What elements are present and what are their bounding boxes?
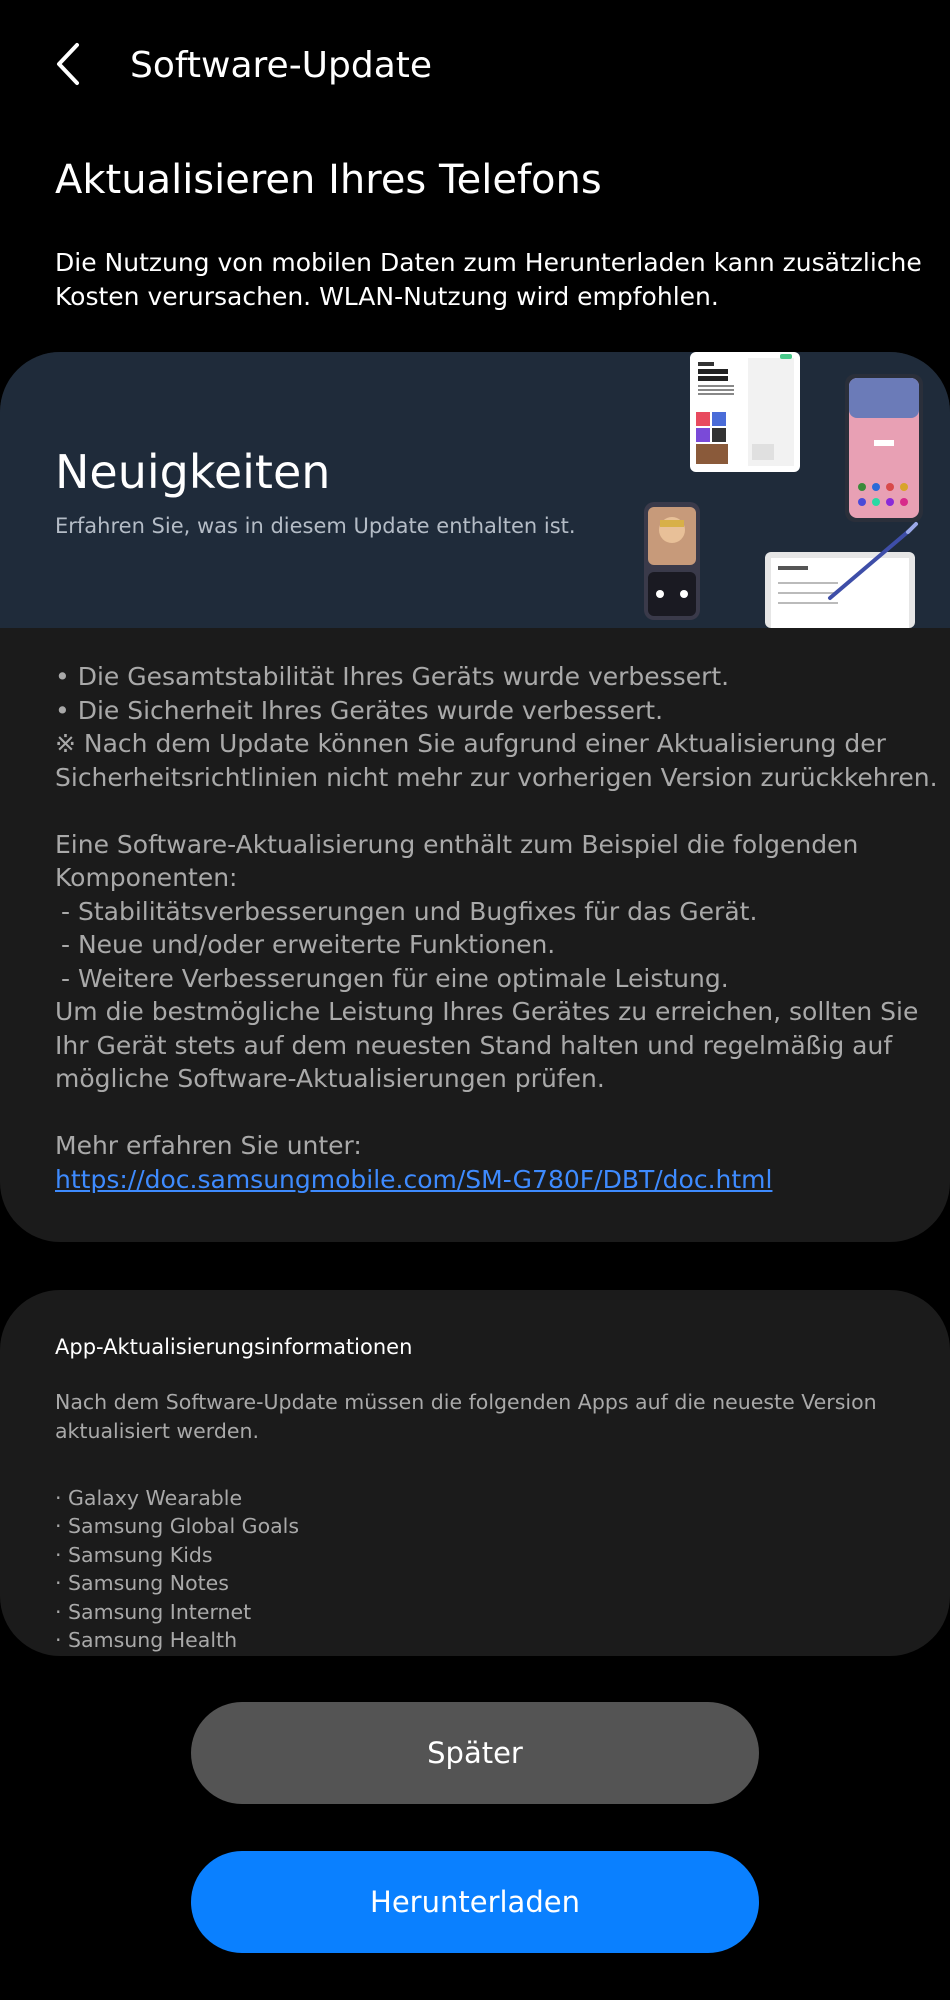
update-note-line: • Die Sicherheit Ihres Gerätes wurde verbessert. — [55, 695, 664, 725]
app-list-item: · Samsung Internet — [55, 1599, 252, 1624]
app-list-item: · Samsung Kids — [55, 1542, 213, 1567]
mobile-data-note-line: Kosten verursachen. WLAN-Nutzung wird empfohlen. — [55, 282, 719, 311]
download-button[interactable]: Herunterladen — [191, 1851, 759, 1953]
whats-new-subtitle: Erfahren Sie, was in diesem Update enthalten ist. — [55, 514, 576, 538]
whats-new-card — [0, 352, 950, 1242]
chevron-left-icon — [53, 41, 83, 87]
update-note-line: Mehr erfahren Sie unter: — [55, 1131, 362, 1160]
update-note-line: Komponenten: — [55, 863, 238, 892]
update-note-line: ※ Nach dem Update können Sie aufgrund einer Aktualisierung der — [55, 729, 886, 758]
update-note-line: Sicherheitsrichtlinien nicht mehr zur vorherigen Version zurückkehren. — [55, 762, 938, 792]
app-update-info-title: App-Aktualisierungsinformationen — [55, 1335, 413, 1359]
app-list-item: · Samsung Global Goals — [55, 1514, 300, 1539]
app-list — [55, 1484, 299, 1654]
app-update-info-description — [55, 1388, 905, 1446]
whats-new-banner — [0, 352, 950, 628]
app-update-info-line: Nach dem Software-Update müssen die folgenden Apps auf die neueste Version — [55, 1390, 877, 1414]
update-note-line: - Weitere Verbesserungen für eine optimale Leistung. — [61, 963, 729, 993]
mobile-data-note — [55, 246, 922, 314]
update-note-line: mögliche Software-Aktualisierungen prüfen. — [55, 1064, 605, 1093]
page-title: Software-Update — [130, 45, 433, 86]
update-notes — [55, 660, 938, 1196]
mobile-data-note-line: Die Nutzung von mobilen Daten zum Herunterladen kann zusätzliche — [55, 248, 922, 277]
update-note-line: Ihr Gerät stets auf dem neuesten Stand halten und regelmäßig auf — [55, 1030, 893, 1060]
app-list-item: · Samsung Notes — [55, 1571, 229, 1596]
spacer — [55, 1096, 915, 1130]
update-note-line: Eine Software-Aktualisierung enthält zum Beispiel die folgenden — [55, 829, 859, 859]
whats-new-heading: Neuigkeiten — [55, 445, 331, 499]
more-info-link[interactable]: https://doc.samsungmobile.com/SM-G780F/DBT/doc.html — [55, 1164, 773, 1194]
app-bar — [0, 0, 950, 135]
app-update-info-line: aktualisiert werden. — [55, 1419, 259, 1443]
update-phone-heading: Aktualisieren Ihres Telefons — [55, 157, 602, 203]
app-list-item: · Samsung Health — [55, 1628, 238, 1653]
update-note-line: • Die Gesamtstabilität Ihres Geräts wurde verbessert. — [55, 662, 730, 691]
app-list-item: · Galaxy Wearable — [55, 1486, 243, 1510]
spacer — [55, 794, 915, 828]
app-update-info-card — [0, 1290, 950, 1656]
update-note-line: Um die bestmögliche Leistung Ihres Gerätes zu erreichen, sollten Sie — [55, 997, 919, 1026]
back-button[interactable] — [40, 32, 96, 96]
update-note-line: - Stabilitätsverbesserungen und Bugfixes für das Gerät. — [61, 896, 758, 926]
update-note-line: - Neue und/oder erweiterte Funktionen. — [61, 930, 556, 959]
devices-illustration — [630, 352, 950, 628]
later-button[interactable]: Später — [191, 1702, 759, 1804]
